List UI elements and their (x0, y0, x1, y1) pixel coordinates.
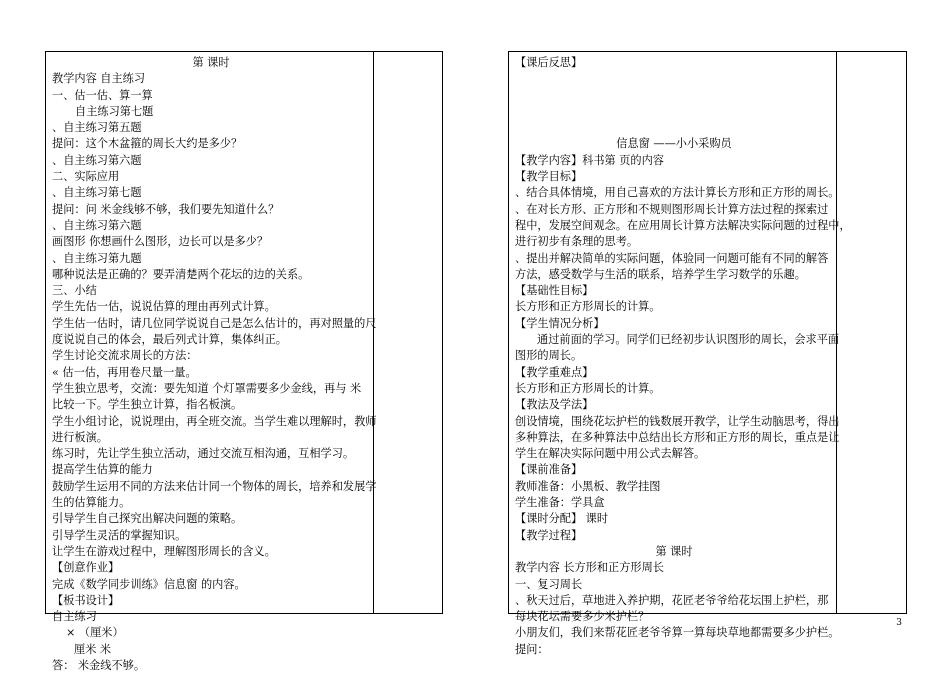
left-line: 、自主练习第九题 (52, 251, 142, 265)
left-line: 三、小结 (52, 284, 97, 298)
left-line: « 估一估，再用卷尺量一量。 (52, 365, 197, 379)
left-page-table (45, 51, 443, 672)
left-line: 、自主练习第五题 (52, 121, 142, 135)
right-line: 一、复习周长 (515, 577, 583, 591)
right-page-content (515, 55, 851, 658)
right-blank-line (515, 104, 833, 120)
right-line: 【基础性目标】 (515, 284, 594, 298)
left-line: 哪种说法是正确的？要弄清楚两个花坛的边的关系。 (52, 267, 310, 281)
left-line: 画图形 你想画什么图形，边长可以是多少？ (52, 235, 269, 249)
left-line: 引导学生自己探究出解决问题的策略。 (52, 512, 243, 526)
right-line: 进行初步有条理的思考。 (515, 235, 639, 249)
left-line: 、自主练习第六题 (52, 153, 142, 167)
right-line: 教学内容 长方形和正方形周长 (515, 561, 664, 575)
right-line: 长方形和正方形周长的计算。 (515, 300, 661, 314)
left-line: 进行板演。 (52, 430, 108, 444)
right-line: 【课前准备】 (515, 463, 583, 477)
right-line: 学生在解决实际问题中用公式去解答。 (515, 447, 706, 461)
left-line: 学生独立思考，交流：要先知道 个灯罩需要多少金线，再与 米 (52, 381, 362, 395)
left-line: 学生估一估时，请几位同学说说自己是怎么估计的，再对照量的尺 (52, 316, 377, 330)
left-line: 二、实际应用 (52, 170, 120, 184)
left-line: 答： 米金线不够。 (52, 658, 146, 672)
right-line: 【课后反思】 (515, 56, 583, 69)
left-line: 提问：问 米金线够不够，我们要先知道什么？ (52, 202, 280, 216)
right-line: 提问： (515, 642, 549, 656)
left-line: 引导学生灵活的掌握知识。 (52, 528, 187, 542)
right-line: 、秋天过后，草地进入养护期，花匠老爷爷给花坛围上护栏，那 (515, 593, 829, 607)
left-line: 完成《数学同步训练》信息窗 的内容。 (52, 577, 246, 591)
right-line: 长方形和正方形周长的计算。 (515, 381, 661, 395)
left-line: 【创意作业】 (52, 561, 120, 575)
right-line: 【教学重难点】 (515, 365, 594, 379)
left-line: 提问：这个木盆箍的周长大约是多少？ (52, 137, 243, 151)
right-page-table (508, 51, 907, 656)
left-line: 学生先估一估，说说估算的理由再列式计算。 (52, 300, 276, 314)
left-line: 教学内容 自主练习 (52, 72, 146, 86)
left-line: 比较一下。学生独立计算，指名板演。 (52, 398, 243, 412)
right-line: 学生准备：学具盒 (515, 496, 605, 510)
left-line: 学生讨论交流求周长的方法： (52, 349, 198, 363)
right-line: 【教法及学法】 (515, 398, 594, 412)
left-line: 自主练习 (52, 610, 97, 624)
left-lesson-heading: 第 课时 (192, 56, 230, 69)
left-page-content (52, 55, 377, 674)
right-line: 【教学内容】科书第 页的内容 (515, 153, 664, 167)
right-line: 每块花坛需要多少米护栏？ (515, 610, 650, 624)
left-page-column-divider (373, 52, 374, 613)
right-blank-line (515, 71, 833, 87)
left-line: 、自主练习第六题 (52, 218, 142, 232)
right-line: 小朋友们，我们来帮花匠老爷爷算一算每块草地都需要多少护栏。 (515, 626, 840, 640)
left-line: 学生小组讨论，说说理由，再全班交流。当学生难以理解时，教师 (52, 414, 377, 428)
left-line: 练习时，先让学生独立活动，通过交流互相沟通，互相学习。 (52, 447, 355, 461)
right-line: 教师准备：小黑板、教学挂图 (515, 479, 661, 493)
left-line: 鼓励学生运用不同的方法来估计同一个物体的周长，培养和发展学 (52, 479, 377, 493)
right-line: 程中，发展空间观念。在应用周长计算方法解决实际问题的过程中， (515, 218, 851, 232)
right-line: 、在对长方形、正方形和不规则图形周长计算方法过程的探索过 (515, 202, 829, 216)
left-line: 度说说自己的体会，最后列式计算，集体纠正。 (52, 333, 287, 347)
left-line: 、自主练习第七题 (52, 186, 142, 200)
right-line: 方法，感受数学与生活的联系，培养学生学习数学的乐趣。 (515, 267, 806, 281)
right-line: 、结合具体情境，用自己喜欢的方法计算长方形和正方形的周长。 (515, 186, 840, 200)
right-line: 多种算法，在多种算法中总结出长方形和正方形的周长，重点是让 (515, 430, 840, 444)
right-line: 图形的周长。 (515, 349, 583, 363)
right-blank-line (515, 120, 833, 136)
right-line: 【学生情况分析】 (515, 316, 605, 330)
left-line: 自主练习第七题 (75, 104, 154, 118)
left-line: 生的估算能力。 (52, 496, 131, 510)
left-line: 【板书设计】 (52, 593, 120, 607)
left-line: × （厘米） (66, 626, 124, 640)
left-line: 一、估一估、算一算 (52, 88, 153, 102)
left-line: 厘米 米 (74, 642, 112, 656)
right-section-title: 信息窗 ——小小采购员 (616, 137, 732, 151)
right-line: 通过前面的学习。同学们已经初步认识图形的周长，会求平面 (537, 333, 840, 347)
right-lesson-heading: 第 课时 (655, 544, 693, 558)
right-blank-line (515, 88, 833, 104)
page-number: 3 (896, 618, 902, 628)
right-line: 创设情境，围绕花坛护栏的钱数展开教学，让学生动脑思考，得出 (515, 414, 840, 428)
left-line: 让学生在游戏过程中，理解图形周长的含义。 (52, 544, 276, 558)
right-line: 【教学目标】 (515, 170, 583, 184)
right-line: 【教学过程】 (515, 528, 583, 542)
left-line: 提高学生估算的能力 (52, 463, 153, 477)
right-line: 、提出并解决简单的实际问题，体验同一问题可能有不同的解答 (515, 251, 829, 265)
right-line: 【课时分配】 课时 (515, 512, 609, 526)
